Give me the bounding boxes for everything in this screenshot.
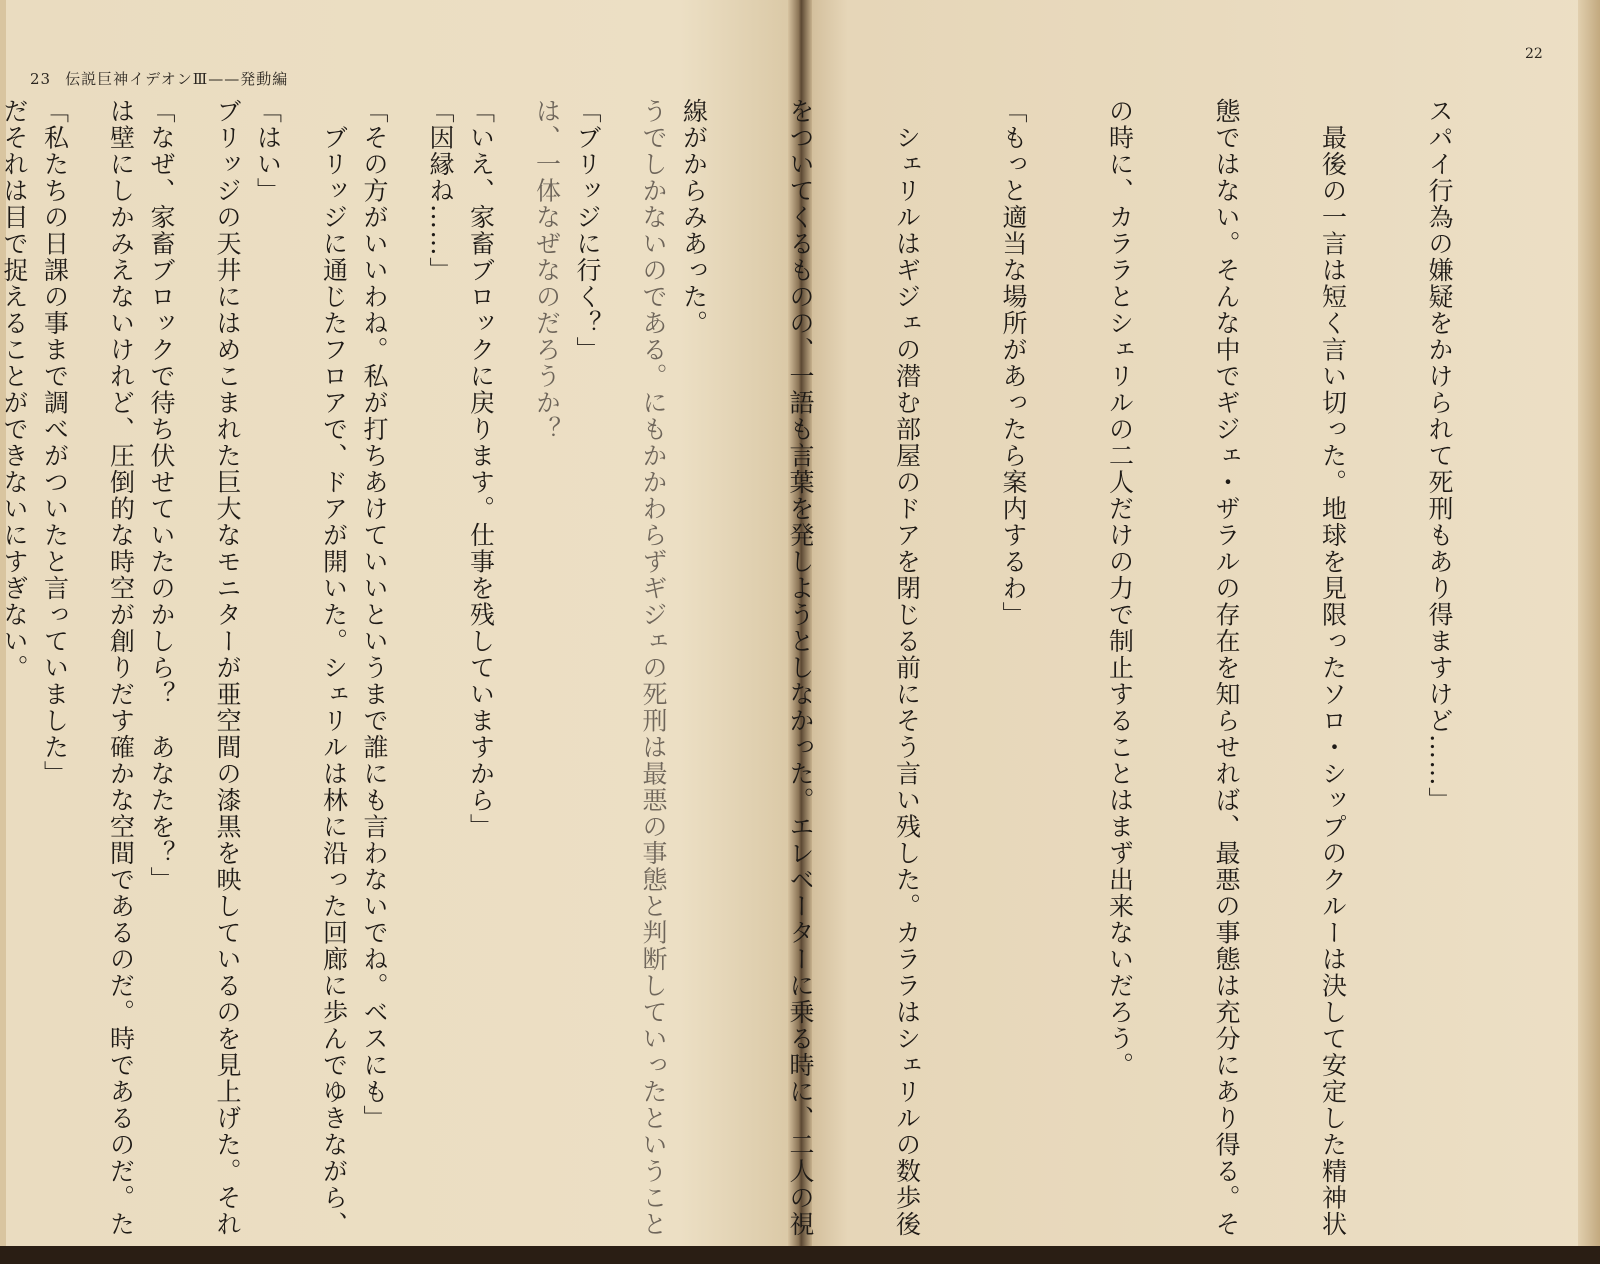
text-column: 「ブリッジに行く？」: [573, 98, 602, 363]
text-column: 「いえ、家畜ブロックに戻ります。仕事を残していますから」: [466, 98, 496, 840]
text-column: 「なぜ、家畜ブロックで待ち伏せていたのかしら？ あなたを？」: [147, 98, 176, 893]
text-column: 「はい」: [253, 98, 283, 204]
text-column: をついてくるものの、一語も言葉を発しようとしなかった。エレベーターに乗る時に、二人の視: [786, 98, 815, 1238]
page-edge-right: [1578, 0, 1600, 1246]
text-column: 最後の一言は短く言い切った。地球を見限ったソロ・シップのクルーは決して安定した精神状: [1318, 98, 1348, 1238]
text-column: 「私たちの日課の事まで調べがついたと言っていました」: [40, 98, 70, 787]
text-column: シェリルはギジェの潜む部屋のドアを閉じる前にそう言い残した。カララはシェリルの数歩後: [892, 98, 922, 1238]
text-column: 「もっと適当な場所があったら案内するわ」: [999, 98, 1028, 628]
running-title: 伝説巨神イデオンⅢ——発動編: [65, 70, 289, 88]
text-column: 態ではない。そんな中でギジェ・ザラルの存在を知らせれば、最悪の事態は充分にあり得る。そ: [1212, 98, 1241, 1238]
running-header: [30, 68, 288, 89]
faded-text-column: は、一体なぜなのだろうか？: [532, 98, 562, 443]
text-column: スパイ行為の嫌疑をかけられて死刑もあり得ますけど……」: [1425, 98, 1454, 814]
text-column: 「因縁ね……」: [426, 98, 455, 284]
text-column: 線がからみあった。: [679, 98, 709, 337]
left-page-text: [0, 98, 742, 1238]
text-column: ブリッジに通じたフロアで、ドアが開いた。シェリルは林に沿った回廊に歩んでゆきながら、: [319, 98, 349, 1238]
right-page-number: 22: [1525, 46, 1543, 62]
text-column: だそれは目で捉えることができないにすぎない。: [0, 98, 29, 681]
left-page-number: 23: [30, 70, 52, 88]
text-column: ブリッジの天井にはめこまれた巨大なモニターが亜空間の漆黒を映しているのを見上げた。それ: [213, 98, 242, 1238]
text-column: は壁にしかみえないけれど、圧倒的な時空が創りだす確かな空間であるのだ。時であるのだ。た: [106, 98, 136, 1238]
text-column: 「その方がいいわね。私が打ちあけていいというまで誰にも言わないでね。ベスにも」: [360, 98, 389, 1132]
text-column: の時に、カララとシェリルの二人だけの力で制止することはまず出来ないだろう。: [1105, 98, 1135, 1079]
faded-text-column: うでしかないのである。にもかかわらずギジェの死刑は最悪の事態と判断していったということ: [639, 98, 668, 1238]
